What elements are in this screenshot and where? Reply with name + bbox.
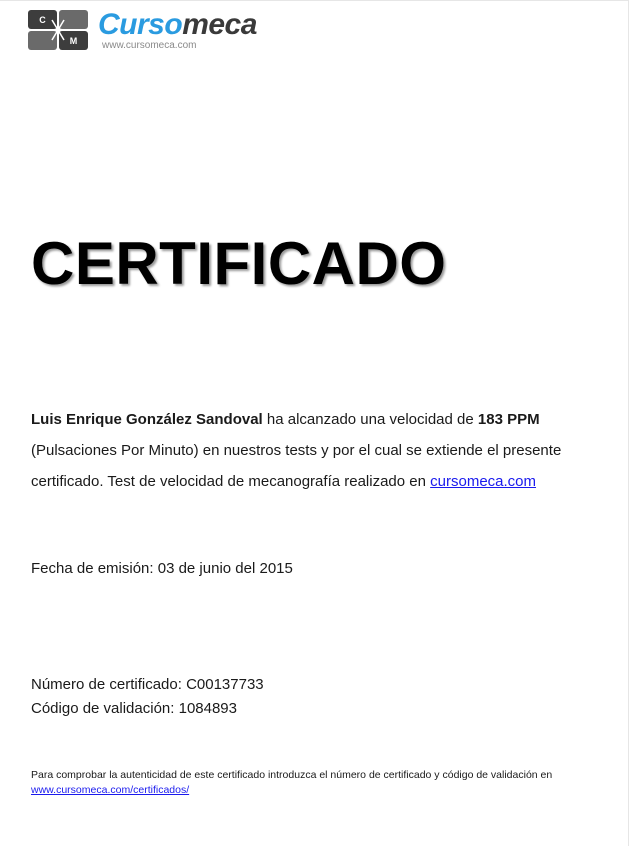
validation-code: Código de validación: 1084893 <box>31 700 237 717</box>
certificate-title: CERTIFICADO <box>31 230 447 297</box>
logo-square-m: M <box>59 31 88 50</box>
issue-date: Fecha de emisión: 03 de junio del 2015 <box>31 560 293 577</box>
logo-text <box>98 10 257 51</box>
cursomeca-logo <box>28 10 257 52</box>
brand-name <box>98 10 257 40</box>
certificates-link[interactable]: www.cursomeca.com/certificados/ <box>31 784 190 796</box>
brand-part-meca: meca <box>182 8 257 41</box>
logo-mark-icon <box>28 10 88 50</box>
typing-speed: 183 PPM <box>477 411 540 428</box>
logo-square-c: C <box>28 10 57 29</box>
certificate-number: Número de certificado: C00137733 <box>31 676 264 693</box>
certificate-statement <box>31 404 591 497</box>
footer-note <box>31 768 591 798</box>
brand-part-curso: Curso <box>98 8 183 41</box>
statement-text-1: ha alcanzado una velocidad de <box>262 411 478 428</box>
brand-url: www.cursomeca.com <box>102 40 197 51</box>
recipient-name: Luis Enrique González Sandoval <box>31 411 263 428</box>
footer-text: Para comprobar la autenticidad de este certificado introduzca el número de certificado y código de validación en <box>31 769 553 781</box>
logo-connector-icon <box>28 10 88 50</box>
cursomeca-link[interactable]: cursomeca.com <box>430 473 537 490</box>
statement-text-2: (Pulsaciones Por Minuto) en nuestros tests y por el cual se extiende el presente certificado. Test de velocidad de mecanografía realizado en <box>31 442 562 490</box>
